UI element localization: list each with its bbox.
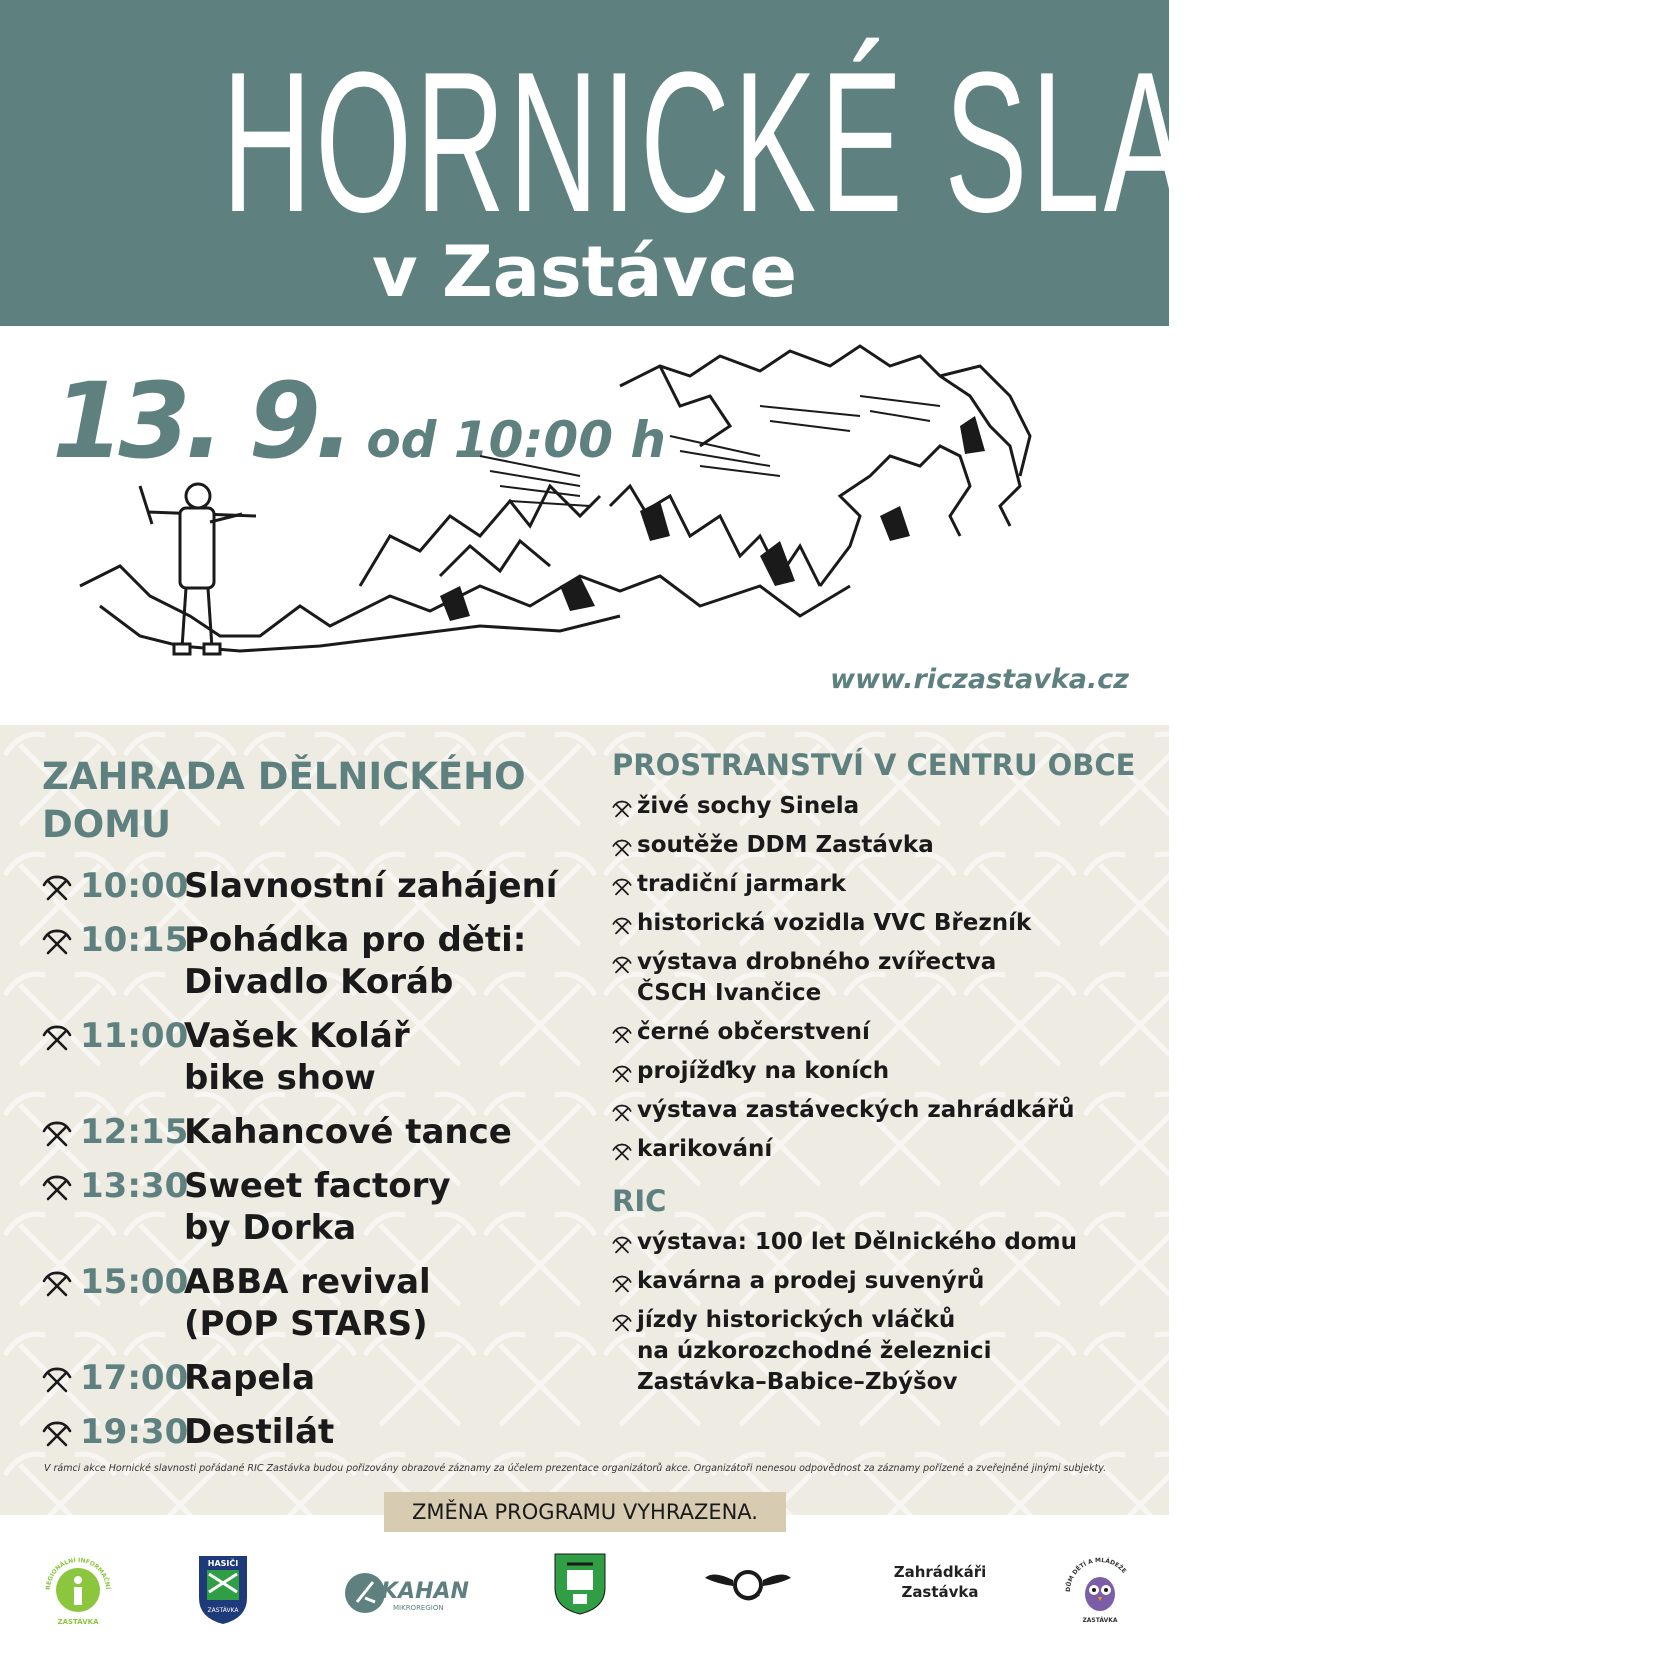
list-item-text: historická vozidla VVC Březník [637, 910, 1032, 936]
pickaxe-icon [612, 1025, 632, 1045]
center-program-column [612, 747, 1142, 1406]
program-time: 19:30 [80, 1412, 189, 1452]
ddm-bottom-text: ZASTÁVKA [1082, 1617, 1118, 1624]
ric-logo [40, 1552, 116, 1632]
pickaxe-icon [612, 1064, 632, 1084]
pickaxe-icon [42, 927, 72, 957]
list-item [612, 947, 1142, 1009]
zahradkari-logo: Zahrádkáři Zastávka [893, 1563, 987, 1601]
list-item-text: projížďky na koních [637, 1058, 890, 1084]
kahan-sub-text: MIKROREGION [393, 1604, 444, 1612]
pickaxe-icon [612, 838, 632, 858]
ric-info-icon [40, 1552, 116, 1628]
coat-of-arms-icon [553, 1552, 607, 1616]
list-item-text: živé sochy Sinela [637, 793, 860, 819]
program-row [42, 1165, 602, 1249]
firefighter-shield-icon [195, 1552, 251, 1628]
sponsor-logos [0, 1552, 1169, 1632]
program-row [42, 865, 602, 907]
program-activity: ABBA revival (POP STARS) [184, 1262, 431, 1344]
pickaxe-icon [612, 877, 632, 897]
pickaxe-icon [42, 1269, 72, 1299]
list-item [612, 1266, 1142, 1297]
kahan-text: KAHAN [381, 1579, 469, 1604]
pickaxe-icon [42, 1419, 72, 1449]
program-time: 17:00 [80, 1358, 189, 1398]
railway-logo [703, 1560, 793, 1614]
pickaxe-icon [612, 916, 632, 936]
list-item [612, 869, 1142, 900]
kahan-logo [345, 1568, 469, 1622]
program-activity: Sweet factory by Dorka [184, 1166, 451, 1248]
list-item [612, 830, 1142, 861]
event-date: 13. 9. [52, 360, 349, 482]
program-activity: Destilát [184, 1412, 335, 1452]
center-program-list [612, 791, 1142, 1165]
program-activity: Pohádka pro děti: Divadlo Koráb [184, 920, 527, 1002]
event-time: od 10:00 h [366, 411, 667, 469]
pickaxe-icon [612, 1142, 632, 1162]
program-section [0, 725, 1169, 1515]
program-row [42, 1357, 602, 1399]
program-row [42, 1261, 602, 1345]
pickaxe-icon [42, 873, 72, 903]
list-item-text: tradiční jarmark [637, 871, 846, 897]
ric-heading: RIC [612, 1184, 667, 1218]
list-item [612, 1017, 1142, 1048]
list-item [612, 1227, 1142, 1258]
list-item-text: černé občerstvení [637, 1019, 870, 1045]
program-activity: Vašek Kolář bike show [184, 1016, 410, 1098]
hasici-logo [195, 1552, 251, 1632]
program-time: 15:00 [80, 1262, 189, 1302]
list-item-text: jízdy historických vláčků na úzkorozchodné železnici Zastávka–Babice–Zbýšov [637, 1307, 992, 1395]
pickaxe-icon [42, 1365, 72, 1395]
list-item-text: výstava drobného zvířectva ČSCH Ivančice [637, 949, 997, 1006]
center-heading: PROSTRANSTVÍ V CENTRU OBCE [612, 748, 1136, 782]
list-item [612, 1095, 1142, 1126]
hasici-text: HASIČI [207, 1559, 239, 1568]
program-time: 10:15 [80, 920, 189, 960]
pickaxe-icon [42, 1023, 72, 1053]
header-banner [0, 0, 1665, 326]
garden-heading: ZAHRADA DĚLNICKÉHO DOMU [42, 755, 526, 846]
program-row [42, 1411, 602, 1453]
zastavka-coat-of-arms [553, 1552, 607, 1620]
pickaxe-icon [612, 1274, 632, 1294]
program-activity: Slavnostní zahájení [184, 866, 558, 906]
program-activity: Rapela [184, 1358, 316, 1398]
program-row [42, 1111, 602, 1153]
pickaxe-icon [612, 1235, 632, 1255]
list-item [612, 1056, 1142, 1087]
program-row [42, 1015, 602, 1099]
list-item [612, 908, 1142, 939]
owl-icon [1062, 1552, 1138, 1628]
ric-bottom-text: ZASTÁVKA [57, 1618, 99, 1626]
list-item-text: karikování [637, 1136, 773, 1162]
pickaxe-icon [612, 1313, 632, 1333]
program-time: 12:15 [80, 1112, 189, 1152]
page-subtitle: v Zastávce [372, 231, 797, 313]
disclaimer-text: V rámci akce Hornické slavnosti pořádané RIC Zastávka budou pořizovány obrazové záznamy za účelem prezentace organizátorů akce. Organizátoři nenesou odpovědnost za záznamy pořízené a zveřejněné jinými subjekty. [44, 1463, 1107, 1474]
list-item-text: výstava zastáveckých zahrádkářů [637, 1097, 1075, 1123]
ddm-logo [1062, 1552, 1138, 1632]
pickaxe-icon [612, 799, 632, 819]
miner-illustration [60, 336, 1120, 706]
pickaxe-icon [42, 1173, 72, 1203]
winged-wheel-icon [703, 1560, 793, 1610]
kahan-lamp-icon [345, 1568, 469, 1618]
list-item [612, 791, 1142, 822]
pickaxe-icon [612, 1103, 632, 1123]
program-activity: Kahancové tance [184, 1112, 512, 1152]
ric-ring-text: REGIONÁLNÍ INFORMAČNÍ [44, 1556, 112, 1591]
garden-program-column [42, 753, 602, 1465]
pickaxe-icon [612, 955, 632, 975]
program-time: 10:00 [80, 866, 189, 906]
list-item [612, 1305, 1142, 1398]
program-row [42, 919, 602, 1003]
ddm-ring-text: DŮM DĚTÍ A MLÁDEŽE [1064, 1556, 1128, 1593]
website-link[interactable]: www.riczastavka.cz [830, 664, 1129, 695]
list-item-text: kavárna a prodej suvenýrů [637, 1268, 985, 1294]
hasici-sub-text: ZASTÁVKA [207, 1607, 239, 1614]
list-item [612, 1134, 1142, 1165]
garden-program-list [42, 865, 602, 1453]
program-time: 13:30 [80, 1166, 189, 1206]
pickaxe-icon [42, 1119, 72, 1149]
list-item-text: soutěže DDM Zastávka [637, 832, 934, 858]
page-title: HORNICKÉ SLAVNOSTI [222, 31, 1665, 254]
ric-program-list [612, 1227, 1142, 1398]
list-item-text: výstava: 100 let Dělnického domu [637, 1229, 1077, 1255]
program-change-notice: ZMĚNA PROGRAMU VYHRAZENA. [384, 1492, 786, 1532]
program-time: 11:00 [80, 1016, 189, 1056]
